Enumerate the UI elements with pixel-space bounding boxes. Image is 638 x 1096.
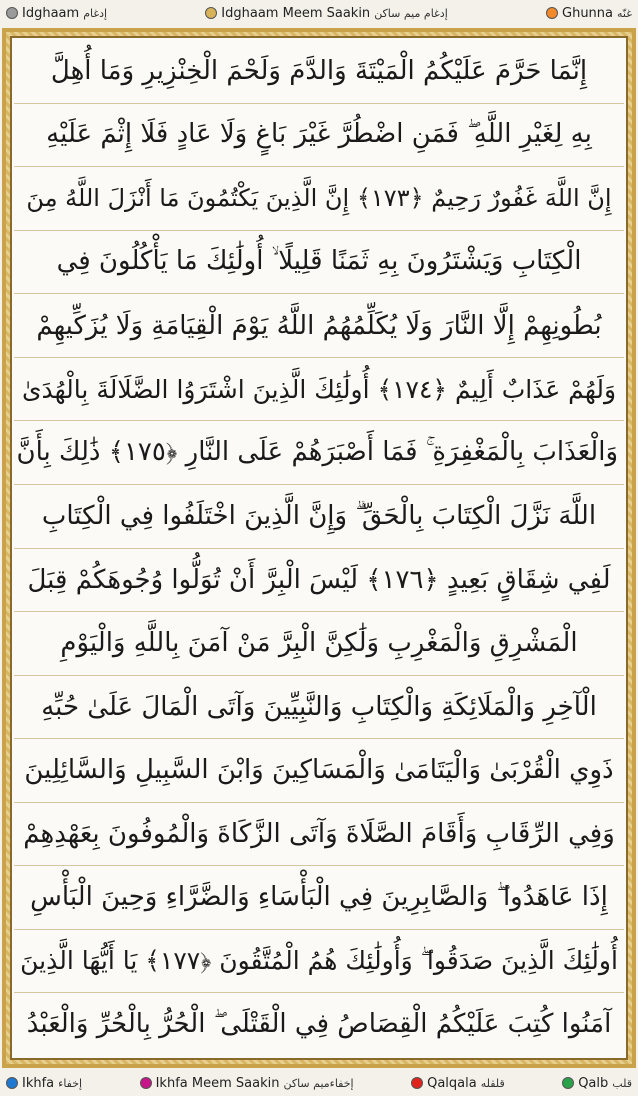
legend-item-qalb [562, 1076, 632, 1091]
verse-line-text: اللَّهَ نَزَّلَ الْكِتَابَ بِالْحَقِّ ۗ وَإِنَّ الَّذِينَ اخْتَلَفُوا فِي الْكِتَابِ [41, 500, 597, 531]
verse-line-text: الْكِتَابِ وَيَشْتَرُونَ بِهِ ثَمَنًا قَلِيلًا ۙ أُولَٰئِكَ مَا يَأْكُلُونَ فِي [56, 246, 582, 277]
legend-label-ar: إدغام ميم ساكن [374, 6, 448, 20]
legend-label-ar: قلقله [480, 1076, 505, 1090]
verse-line [14, 739, 624, 803]
verse-line-text: أُولَٰئِكَ الَّذِينَ صَدَقُوا ۖ وَأُولَٰئِكَ هُمُ الْمُتَّقُونَ ﴿١٧٧﴾ يَا أَيُّهَا الَّذِينَ [20, 946, 618, 976]
verse-line [14, 358, 624, 422]
legend-label-en: Idghaam [22, 5, 80, 21]
legend-label-en: Qalb [578, 1075, 609, 1091]
legend-label-en: Ikhfa [22, 1075, 55, 1091]
legend-label-ar: غنّه [617, 6, 632, 20]
idghaam-meem-saakin-color-dot [205, 7, 217, 19]
verse-line [14, 421, 624, 485]
verse-line [14, 676, 624, 740]
verse-line-text: إِذَا عَاهَدُوا ۖ وَالصَّابِرِينَ فِي الْبَأْسَاءِ وَالضَّرَّاءِ وَحِينَ الْبَأْسِ [30, 882, 608, 913]
legend-label-ar: قلب [612, 1076, 632, 1090]
legend-item-ikhfa [6, 1076, 82, 1091]
idghaam-color-dot [6, 7, 18, 19]
legend-item-ikhfa-meem-saakin [140, 1076, 354, 1091]
verse-line [14, 485, 624, 549]
ikhfa-color-dot [6, 1077, 18, 1089]
legend-label-en: Ghunna [562, 5, 613, 21]
verse-line-text: بُطُونِهِمْ إِلَّا النَّارَ وَلَا يُكَلِّمُهُمُ اللَّهُ يَوْمَ الْقِيَامَةِ وَلَا يُزَكِّيهِمْ [36, 310, 602, 341]
verse-line-text: الْآخِرِ وَالْمَلَائِكَةِ وَالْكِتَابِ وَالنَّبِيِّينَ وَآتَى الْمَالَ عَلَىٰ حُبِّهِ [41, 691, 597, 722]
legend-item-idghaam-meem-saakin [205, 6, 447, 21]
verse-line-text: إِنَّ اللَّهَ غَفُورٌ رَحِيمٌ ﴿١٧٣﴾ إِنَّ الَّذِينَ يَكْتُمُونَ مَا أَنْزَلَ اللَّهُ مِنَ [26, 184, 612, 213]
verse-line [14, 294, 624, 358]
qalb-color-dot [562, 1077, 574, 1089]
legend-label-en: Qalqala [427, 1075, 477, 1091]
legend-item-ghunna [546, 6, 632, 21]
verse-line [14, 993, 624, 1056]
verse-line [14, 40, 624, 104]
legend-top [0, 0, 638, 26]
verse-line-text: آمَنُوا كُتِبَ عَلَيْكُمُ الْقِصَاصُ فِي الْقَتْلَى ۖ الْحُرُّ بِالْحُرِّ وَالْعَبْدُ [26, 1009, 612, 1040]
legend-label-ar: إدغام [83, 6, 108, 20]
ikhfa-meem-saakin-color-dot [140, 1077, 152, 1089]
verse-line-text: الْمَشْرِقِ وَالْمَغْرِبِ وَلَٰكِنَّ الْبِرَّ مَنْ آمَنَ بِاللَّهِ وَالْيَوْمِ [60, 628, 578, 659]
verse-line-text: لَفِي شِقَاقٍ بَعِيدٍ ﴿١٧٦﴾ لَيْسَ الْبِرَّ أَنْ تُوَلُّوا وُجُوهَكُمْ قِبَلَ [27, 564, 611, 595]
verse-line-text: وَفِي الرِّقَابِ وَأَقَامَ الصَّلَاةَ وَآتَى الزَّكَاةَ وَالْمُوفُونَ بِعَهْدِهِمْ [23, 819, 615, 850]
verse-line-text: بِهِ لِغَيْرِ اللَّهِ ۖ فَمَنِ اضْطُرَّ غَيْرَ بَاغٍ وَلَا عَادٍ فَلَا إِثْمَ عَلَيْهِ [46, 119, 592, 150]
legend-item-idghaam [6, 6, 107, 21]
legend-label-ar: إخفاءميم ساكن [283, 1076, 354, 1090]
ghunna-color-dot [546, 7, 558, 19]
legend-label-ar: إخفاء [58, 1076, 83, 1090]
legend-label-en: Idghaam Meem Saakin [221, 5, 371, 21]
legend-label-en: Ikhfa Meem Saakin [155, 1075, 280, 1091]
verse-line-text: وَلَهُمْ عَذَابٌ أَلِيمٌ ﴿١٧٤﴾ أُولَٰئِكَ الَّذِينَ اشْتَرَوُا الضَّلَالَةَ بِالْهُدَىٰ [21, 374, 617, 404]
verse-line [14, 231, 624, 295]
legend-item-qalqala [411, 1076, 505, 1091]
qalqala-color-dot [411, 1077, 423, 1089]
verse-line-text: وَالْعَذَابَ بِالْمَغْفِرَةِ ۚ فَمَا أَصْبَرَهُمْ عَلَى النَّارِ ﴿١٧٥﴾ ذَٰلِكَ بِأَنَّ [16, 437, 618, 468]
verse-line-text: إِنَّمَا حَرَّمَ عَلَيْكُمُ الْمَيْتَةَ وَالدَّمَ وَلَحْمَ الْخِنْزِيرِ وَمَا أُهِلَّ [50, 56, 588, 87]
verse-line [14, 549, 624, 613]
verse-line [14, 612, 624, 676]
verse-line [14, 167, 624, 231]
verse-line [14, 930, 624, 994]
quran-page-text [14, 40, 624, 1056]
verse-line-text: ذَوِي الْقُرْبَىٰ وَالْيَتَامَىٰ وَالْمَسَاكِينَ وَابْنَ السَّبِيلِ وَالسَّائِلِينَ [24, 755, 614, 786]
verse-line [14, 104, 624, 168]
verse-line [14, 803, 624, 867]
legend-bottom [0, 1070, 638, 1096]
verse-line [14, 866, 624, 930]
